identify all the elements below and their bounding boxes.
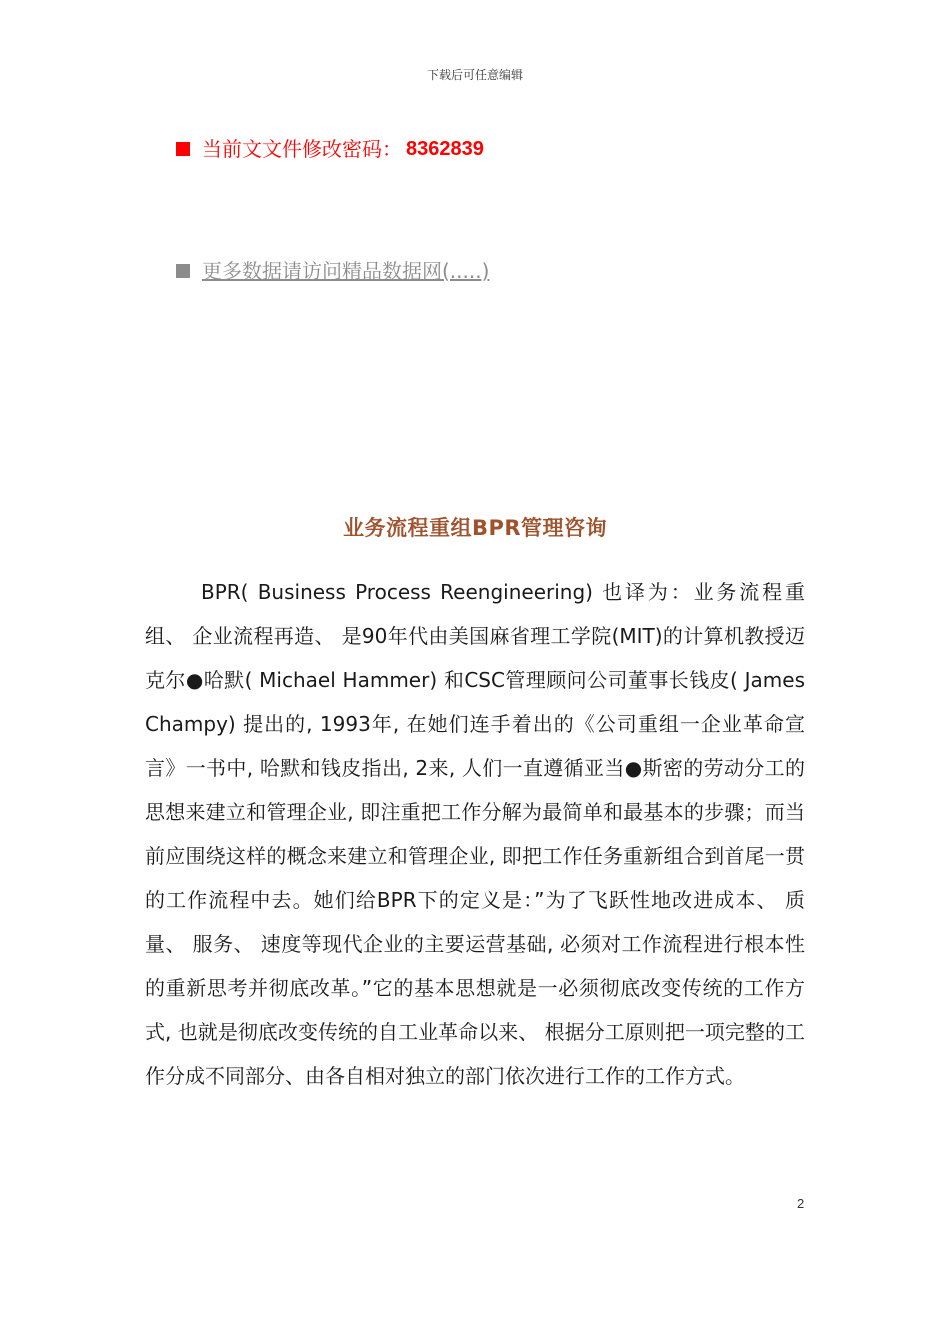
page-number: 2 [797, 1196, 805, 1211]
password-notice [176, 135, 484, 163]
password-value: 8362839 [406, 138, 484, 160]
article-title: 业务流程重组BPR管理咨询 [342, 516, 608, 540]
page-header: 下载后可任意编辑 [426, 68, 523, 82]
square-bullet-icon [176, 142, 190, 156]
square-bullet-icon [176, 264, 190, 278]
more-data-notice [176, 257, 489, 285]
password-label: 当前文文件修改密码： [202, 137, 402, 161]
article-paragraph: BPR( Business Process Reengineering) 也译为：业务流程重组、 企业流程再造、 是90年代由美国麻省理工学院(MIT)的计算机教授迈克尔●哈默( Michael Hammer) 和CSC管理顾问公司董事长钱皮( James Champy) 提出的, 1993年, 在她们连手着出的《公司重组一企业革命宣言》一书中, 哈默和钱皮指出, 2来, 人们一直遵循亚当●斯密的劳动分工的思想来建立和管理企业, 即注重把工作分解为最简单和最基本的步骤；而当前应围绕这样的概念来建立和管理企业, 即把工作任务重新组合到首尾一贯的工作流程中去。她们给BPR下的定义是：”为了飞跃性地改进成本、 质量、 服务、 速度等现代企业的主要运营基础, 必须对工作流程进行根本性的重新思考并彻底改革。”它的基本思想就是一必须彻底改变传统的工作方式, 也就是彻底改变传统的自工业革命以来、 根据分工原则把一项完整的工作分成不同部分、由各自相对独立的部门依次进行工作的工作方式。 [145, 580, 805, 1088]
more-data-link[interactable]: 更多数据请访问精品数据网(.....) [202, 259, 490, 283]
